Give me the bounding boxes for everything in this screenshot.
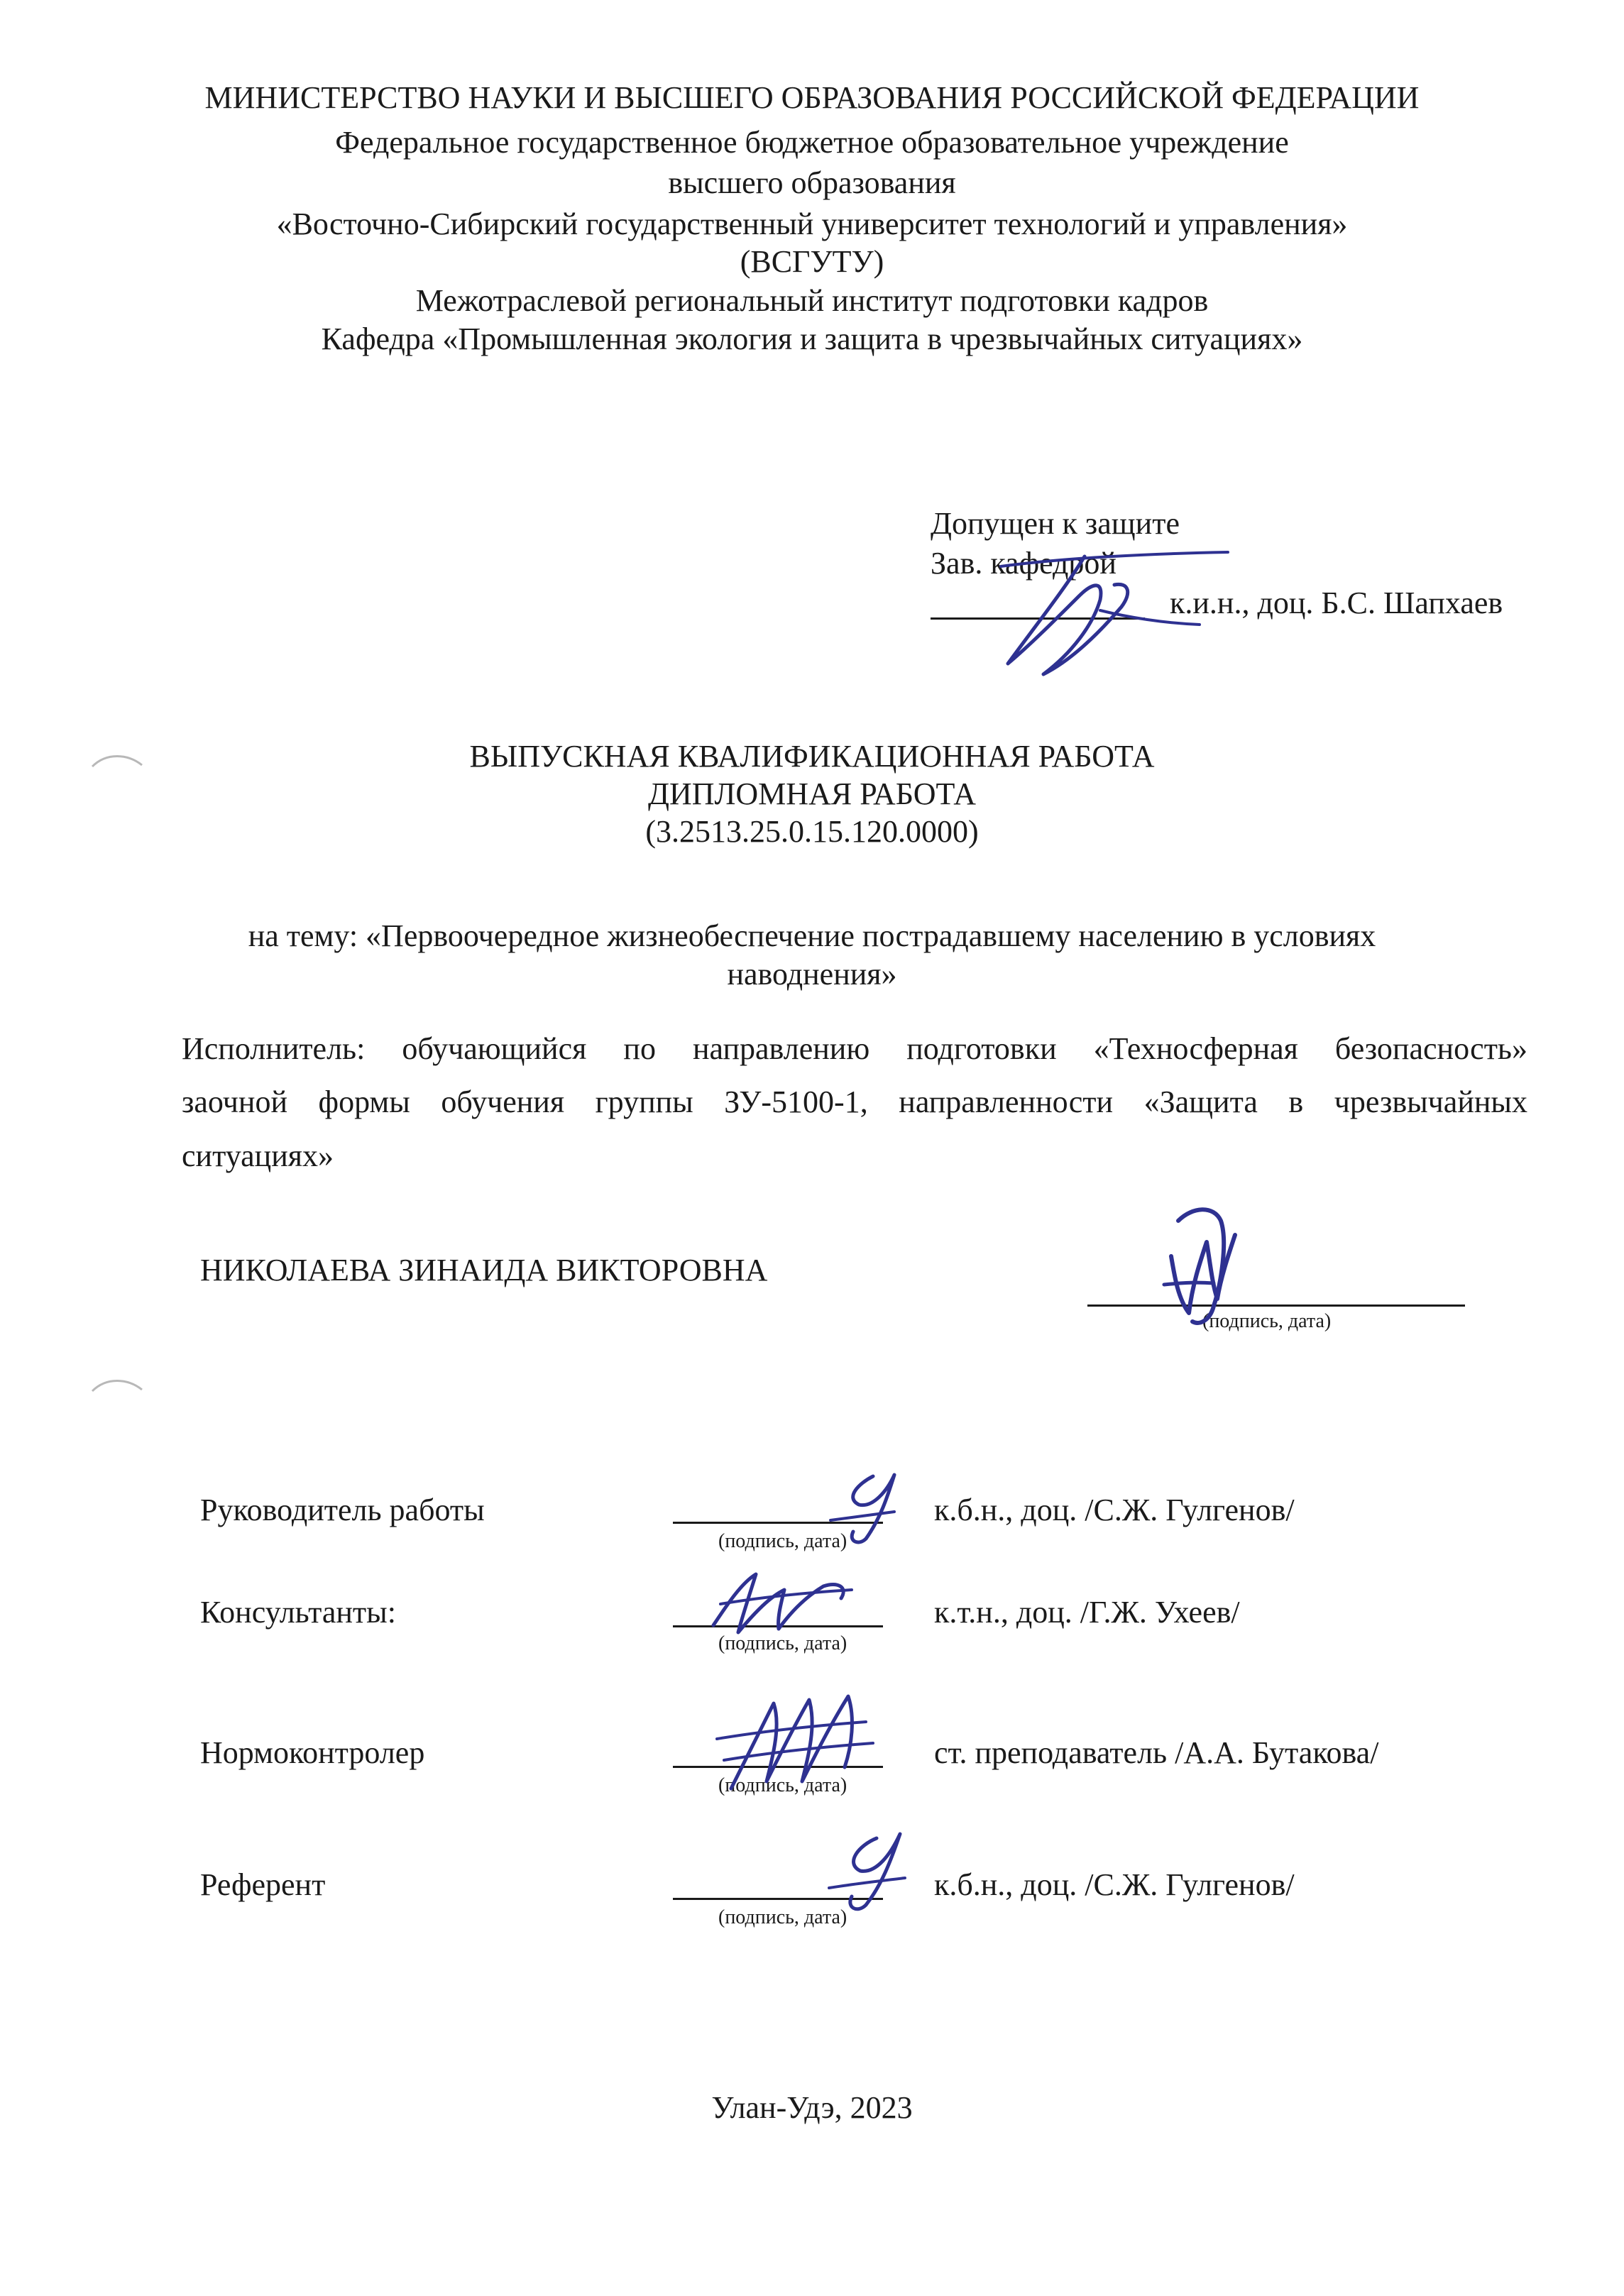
signatory-role: Нормоконтролер (200, 1735, 425, 1770)
work-subtype-title: ДИПЛОМНАЯ РАБОТА (647, 776, 977, 811)
signature-line (673, 1766, 883, 1768)
institution-line-2: высшего образования (668, 165, 956, 200)
approval-line-1: Допущен к защите (931, 506, 1180, 541)
executor-signature-line (1087, 1304, 1465, 1307)
signature-caption: (подпись, дата) (718, 1906, 847, 1928)
university-abbr: (ВСГУТУ) (740, 244, 884, 279)
signature-caption: (подпись, дата) (718, 1632, 847, 1654)
signature-line (673, 1522, 883, 1524)
executor-line-2: заочной формы обучения группы ЗУ-5100-1, направленности «Защита в чрезвычайных (182, 1084, 1527, 1119)
signatory-person: к.б.н., доц. /С.Ж. Гулгенов/ (934, 1493, 1295, 1527)
topic-line-1: на тему: «Первоочередное жизнеобеспечение пострадавшему населению в условиях (248, 918, 1376, 953)
signatory-role: Консультанты: (200, 1595, 396, 1630)
approval-person: к.и.н., доц. Б.С. Шапхаев (1170, 586, 1503, 620)
signatory-person: к.б.н., доц. /С.Ж. Гулгенов/ (934, 1867, 1295, 1902)
signatory-person: ст. преподаватель /А.А. Бутакова/ (934, 1735, 1379, 1770)
topic-line-2: наводнения» (727, 957, 897, 992)
institution-line-1: Федеральное государственное бюджетное образовательное учреждение (335, 125, 1289, 160)
department-name: Кафедра «Промышленная экология и защита в чрезвычайных ситуациях» (321, 322, 1303, 356)
approval-signature-line (931, 617, 1145, 620)
executor-name: НИКОЛАЕВА ЗИНАИДА ВИКТОРОВНА (200, 1253, 768, 1287)
university-name: «Восточно-Сибирский государственный университет технологий и управления» (276, 207, 1348, 241)
executor-line-1: Исполнитель: обучающийся по направлению подготовки «Техносферная безопасность» (182, 1031, 1527, 1066)
institute-name: Межотраслевой региональный институт подготовки кадров (415, 283, 1209, 318)
signature-line (673, 1898, 883, 1900)
place-and-year: Улан-Удэ, 2023 (711, 2090, 913, 2125)
executor-line-3: ситуациях» (182, 1138, 334, 1173)
signature-line (673, 1625, 883, 1627)
work-code: (3.2513.25.0.15.120.0000) (645, 814, 979, 849)
signatory-role: Референт (200, 1867, 326, 1902)
signature-caption: (подпись, дата) (718, 1530, 847, 1552)
approval-line-2: Зав. кафедрой (931, 546, 1116, 581)
executor-signature-caption: (подпись, дата) (1202, 1310, 1332, 1332)
punch-hole-mark (85, 1370, 149, 1434)
signatory-person: к.т.н., доц. /Г.Ж. Ухеев/ (934, 1595, 1240, 1630)
signatory-role: Руководитель работы (200, 1493, 485, 1527)
work-type-title: ВЫПУСКНАЯ КВАЛИФИКАЦИОННАЯ РАБОТА (469, 739, 1155, 774)
handwritten-signature (816, 1824, 916, 1916)
punch-hole-mark (85, 745, 149, 809)
signature-caption: (подпись, дата) (718, 1774, 847, 1796)
ministry-heading: МИНИСТЕРСТВО НАУКИ И ВЫСШЕГО ОБРАЗОВАНИЯ РОССИЙСКОЙ ФЕДЕРАЦИИ (204, 80, 1420, 115)
